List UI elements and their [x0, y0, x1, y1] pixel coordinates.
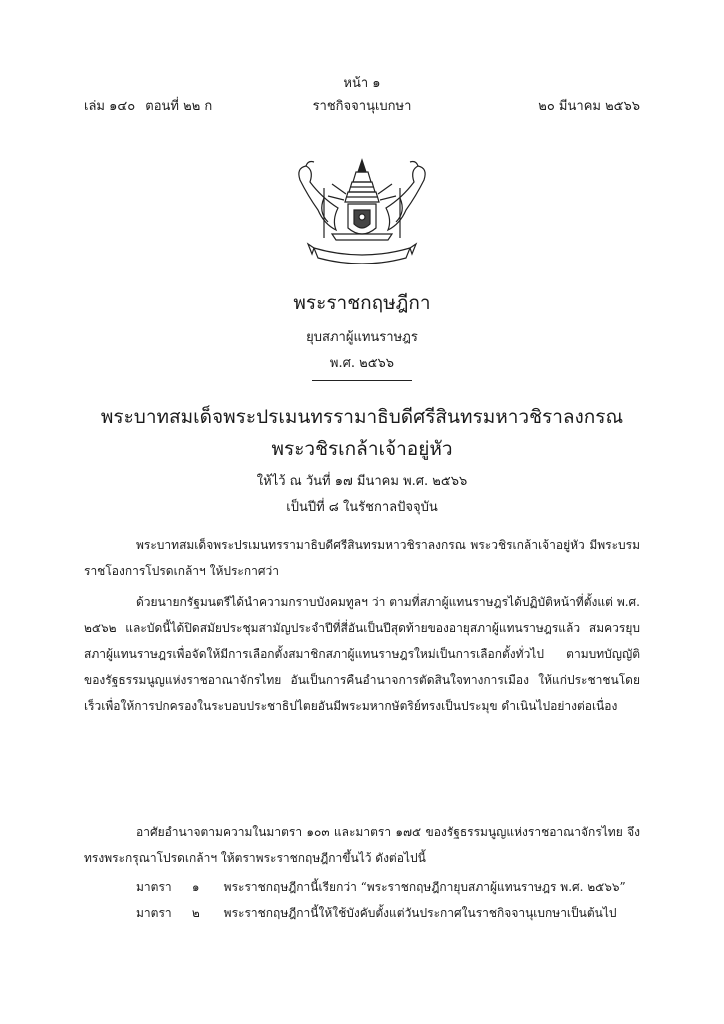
reign-year: เป็นปีที่ ๘ ในรัชกาลปัจจุบัน	[286, 500, 438, 515]
section-label: มาตรา	[136, 906, 172, 920]
section-1	[136, 878, 640, 897]
gazette-name: ราชกิจจานุเบกษา	[312, 99, 412, 114]
section-label: ตอนที่ ๒๒ ก	[145, 99, 213, 114]
authority-paragraph: อาศัยอำนาจตามความในมาตรา ๑๐๓ และมาตรา ๑๗๕ ของรัฐธรรมนูญแห่งราชอาณาจักรไทย จึงทรงพระกรุณาโปรดเกล้าฯ ให้ตราพระราชกฤษฎีกาขึ้นไว้ ดังต่อไปนี้	[84, 825, 640, 865]
issue-date: ๒๐ มีนาคม ๒๕๖๖	[538, 99, 640, 114]
volume-label: เล่ม ๑๔๐	[84, 99, 136, 114]
reason-paragraph: ด้วยนายกรัฐมนตรีได้นำความกราบบังคมทูลฯ ว่า ตามที่สภาผู้แทนราษฎรได้ปฏิบัติหน้าที่ตั้งแต่ พ.ศ. ๒๕๖๒ และบัดนี้ได้ปิดสมัยประชุมสามัญประจำปีที่สี่อันเป็นปีสุดท้ายของอายุสภาผู้แทนราษฎรแล้ว สมควรยุบสภาผู้แทนราษฎรเพื่อจัดให้มีการเลือกตั้งสมาชิกสภาผู้แทนราษฎรใหม่เป็นการเลือกตั้งทั่วไป ตามบทบัญญัติของรัฐธรรมนูญแห่งราชอาณาจักรไทย อันเป็นการคืนอำนาจการตัดสินใจทางการเมือง ให้แก่ประชาชนโดยเร็วเพื่อให้การปกครองในระบอบประชาธิปไตยอันมีพระมหากษัตริย์ทรงเป็นประมุข ดำเนินไปอย่างต่อเนื่อง	[84, 595, 640, 713]
king-name-line-2: พระวชิรเกล้าเจ้าอยู่หัว	[271, 438, 453, 460]
section-text: พระราชกฤษฎีกานี้ให้ใช้บังคับตั้งแต่วันประกาศในราชกิจจานุเบกษาเป็นต้นไป	[223, 906, 617, 920]
royal-emblem-icon	[288, 158, 436, 264]
king-name-line-1: พระบาทสมเด็จพระปรเมนทรรามาธิบดีศรีสินทรมหาวชิราลงกรณ	[100, 406, 624, 428]
section-label: มาตรา	[136, 880, 172, 894]
section-text: พระราชกฤษฎีกานี้เรียกว่า “พระราชกฤษฎีกายุบสภาผู้แทนราษฎร พ.ศ. ๒๕๖๖”	[223, 880, 626, 894]
section-2	[136, 904, 640, 923]
section-number: ๒	[191, 906, 200, 920]
given-date: ให้ไว้ ณ วันที่ ๑๗ มีนาคม พ.ศ. ๒๕๖๖	[256, 474, 468, 489]
decree-year: พ.ศ. ๒๕๖๖	[329, 356, 395, 371]
preamble-paragraph: พระบาทสมเด็จพระปรเมนทรรามาธิบดีศรีสินทรมหาวชิราลงกรณ พระวชิรเกล้าเจ้าอยู่หัว มีพระบรมราชโองการโปรดเกล้าฯ ให้ประกาศว่า	[84, 538, 640, 578]
gazette-header	[84, 95, 640, 115]
section-number: ๑	[191, 880, 200, 894]
decree-title: พระราชกฤษฎีกา	[293, 292, 431, 314]
royal-emblem-graphic	[288, 158, 436, 264]
decree-subtitle: ยุบสภาผู้แทนราษฎร	[306, 330, 418, 345]
title-divider	[312, 380, 412, 381]
page-number: หน้า ๑	[343, 76, 381, 91]
